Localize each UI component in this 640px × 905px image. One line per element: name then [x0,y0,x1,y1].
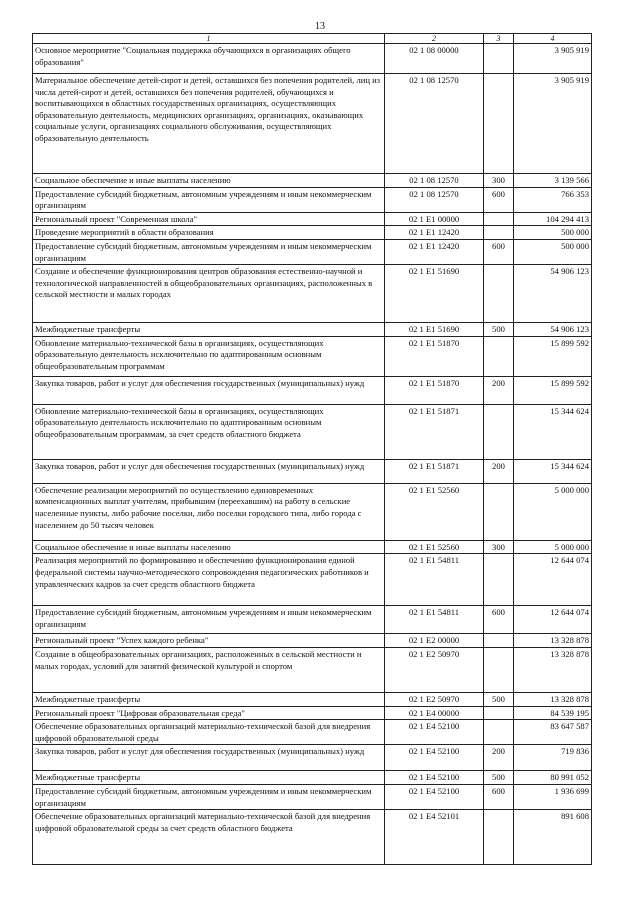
row-amount: 766 353 [514,187,592,212]
header-col-name: 1 [33,34,385,44]
row-code: 02 1 E2 50970 [385,647,484,692]
row-code: 02 1 E1 00000 [385,212,484,226]
row-code: 02 1 E4 52101 [385,810,484,865]
table-header-row [33,34,592,44]
row-amount: 3 905 919 [514,74,592,174]
row-code: 02 1 E1 51871 [385,404,484,459]
table-row [33,323,592,337]
row-amount: 15 899 592 [514,376,592,404]
row-name: Закупка товаров, работ и услуг для обеспечения государственных (муниципальных) нужд [33,376,385,404]
table-row [33,554,592,606]
table-row [33,784,592,809]
row-name: Закупка товаров, работ и услуг для обеспечения государственных (муниципальных) нужд [33,745,385,771]
row-name: Предоставление субсидий бюджетным, автономным учреждениям и иным некоммерческим организациям [33,606,385,634]
row-amount: 15 344 624 [514,459,592,483]
table-row [33,187,592,212]
row-type [484,706,514,720]
row-amount: 13 328 878 [514,692,592,706]
row-amount: 1 936 699 [514,784,592,809]
page-number: 13 [315,21,325,32]
row-type [484,74,514,174]
row-name: Межбюджетные трансферты [33,692,385,706]
header-col-type: 3 [484,34,514,44]
row-code: 02 1 E4 52100 [385,784,484,809]
row-code: 02 1 E1 12420 [385,226,484,240]
row-type: 600 [484,187,514,212]
row-name: Создание в общеобразовательных организациях, расположенных в сельской местности и малых городах, условий для занятий физической культурой и спортом [33,647,385,692]
row-name: Межбюджетные трансферты [33,323,385,337]
row-amount: 891 608 [514,810,592,865]
row-amount: 84 539 195 [514,706,592,720]
table-row [33,540,592,554]
row-name: Социальное обеспечение и иные выплаты населению [33,540,385,554]
row-type: 500 [484,771,514,785]
row-amount: 719 836 [514,745,592,771]
table-row [33,771,592,785]
row-type [484,483,514,540]
row-name: Обновление материально-технической базы в организациях, осуществляющих образовательную деятельность исключительно по адаптированным основным общеобразовательным программам, за счет средств областного бюджета [33,404,385,459]
row-type [484,404,514,459]
row-code: 02 1 E4 00000 [385,706,484,720]
table-row [33,647,592,692]
row-code: 02 1 E1 54811 [385,606,484,634]
table-row [33,606,592,634]
row-type: 200 [484,459,514,483]
row-name: Межбюджетные трансферты [33,771,385,785]
table-row [33,74,592,174]
row-amount: 13 328 878 [514,634,592,648]
row-type [484,44,514,74]
row-amount: 15 899 592 [514,336,592,376]
row-amount: 83 647 587 [514,720,592,745]
table-row [33,483,592,540]
table-row [33,376,592,404]
row-amount: 3 139 566 [514,174,592,188]
table-row [33,745,592,771]
row-code: 02 1 E1 52560 [385,483,484,540]
row-code: 02 1 E1 51870 [385,376,484,404]
row-code: 02 1 E2 00000 [385,634,484,648]
row-code: 02 1 E4 52100 [385,771,484,785]
row-type [484,810,514,865]
row-amount: 12 644 074 [514,606,592,634]
row-name: Обеспечение реализации мероприятий по осуществлению единовременных компенсационных выплат учителям, прибывшим (переехавшим) на работу в сельские населенные пункты, либо рабочие поселки, либо поселки городского типа, либо города с населением до 50 тысяч человек [33,483,385,540]
row-amount: 5 000 000 [514,540,592,554]
row-code: 02 1 08 00000 [385,44,484,74]
row-amount: 54 906 123 [514,323,592,337]
table-row [33,265,592,323]
table-row [33,239,592,264]
table-row [33,44,592,74]
row-type: 200 [484,745,514,771]
table-row [33,174,592,188]
header-col-amount: 4 [514,34,592,44]
row-amount: 54 906 123 [514,265,592,323]
row-name: Обеспечение образовательных организаций материально-технической базой для внедрения цифровой образовательной среды [33,720,385,745]
row-name: Региональный проект "Успех каждого ребенка" [33,634,385,648]
row-name: Проведение мероприятий в области образования [33,226,385,240]
row-type [484,265,514,323]
row-name: Создание и обеспечение функционирования центров образования естественно-научной и технологической направленностей в общеобразовательных организациях, расположенных в сельской местности и малых городах [33,265,385,323]
row-type [484,647,514,692]
row-type [484,212,514,226]
row-name: Предоставление субсидий бюджетным, автономным учреждениям и иным некоммерческим организациям [33,784,385,809]
row-type: 300 [484,174,514,188]
row-amount: 15 344 624 [514,404,592,459]
row-type: 500 [484,323,514,337]
table-row [33,720,592,745]
row-type: 600 [484,606,514,634]
row-type [484,634,514,648]
row-code: 02 1 E1 52560 [385,540,484,554]
row-name: Основное мероприятие "Социальная поддержка обучающихся в организациях общего образования" [33,44,385,74]
row-amount: 104 294 413 [514,212,592,226]
row-name: Реализация мероприятий по формированию и обеспечению функционирования единой федеральной системы научно-методического сопровождения педагогических работников и управленческих кадров за счет средств областного бюджета [33,554,385,606]
row-code: 02 1 E4 52100 [385,745,484,771]
row-name: Региональный проект "Цифровая образовательная среда" [33,706,385,720]
row-code: 02 1 E1 51690 [385,323,484,337]
row-code: 02 1 E1 51690 [385,265,484,323]
table-row [33,459,592,483]
row-type: 500 [484,692,514,706]
row-type: 600 [484,784,514,809]
row-type [484,336,514,376]
row-code: 02 1 E1 54811 [385,554,484,606]
row-name: Предоставление субсидий бюджетным, автономным учреждениям и иным некоммерческим организациям [33,239,385,264]
table-row [33,226,592,240]
row-amount: 500 000 [514,226,592,240]
row-type [484,720,514,745]
row-code: 02 1 E1 12420 [385,239,484,264]
row-code: 02 1 08 12570 [385,174,484,188]
table-row [33,810,592,865]
table-row [33,692,592,706]
row-amount: 3 905 919 [514,44,592,74]
row-name: Материальное обеспечение детей-сирот и детей, оставшихся без попечения родителей, лиц из числа детей-сирот и детей, оставшихся без попечения родителей, обучающихся и воспитывающихся в областных государственных организациях, осуществляющих образовательную деятельность, медицинских организациях, организациях, оказывающих социальные услуги, организациях социального обслуживания, осуществляющих образовательную деятельность [33,74,385,174]
row-code: 02 1 E1 51871 [385,459,484,483]
row-name: Обеспечение образовательных организаций материально-технической базой для внедрения цифровой образовательной среды за счет средств областного бюджета [33,810,385,865]
row-code: 02 1 08 12570 [385,187,484,212]
table-row [33,634,592,648]
row-amount: 500 000 [514,239,592,264]
row-amount: 12 644 074 [514,554,592,606]
row-amount: 13 328 878 [514,647,592,692]
budget-table [32,33,592,865]
row-name: Обновление материально-технической базы в организациях, осуществляющих образовательную деятельность исключительно по адаптированным основным общеобразовательным программам [33,336,385,376]
table-row [33,706,592,720]
row-code: 02 1 E1 51870 [385,336,484,376]
row-name: Закупка товаров, работ и услуг для обеспечения государственных (муниципальных) нужд [33,459,385,483]
row-code: 02 1 08 12570 [385,74,484,174]
row-amount: 5 000 000 [514,483,592,540]
row-name: Региональный проект "Современная школа" [33,212,385,226]
row-code: 02 1 E2 50970 [385,692,484,706]
row-type [484,226,514,240]
table-row [33,404,592,459]
row-code: 02 1 E4 52100 [385,720,484,745]
row-type: 300 [484,540,514,554]
row-name: Предоставление субсидий бюджетным, автономным учреждениям и иным некоммерческим организациям [33,187,385,212]
table-row [33,336,592,376]
row-type: 600 [484,239,514,264]
row-type [484,554,514,606]
row-name: Социальное обеспечение и иные выплаты населению [33,174,385,188]
row-amount: 80 991 052 [514,771,592,785]
header-col-code: 2 [385,34,484,44]
row-type: 200 [484,376,514,404]
table-row [33,212,592,226]
